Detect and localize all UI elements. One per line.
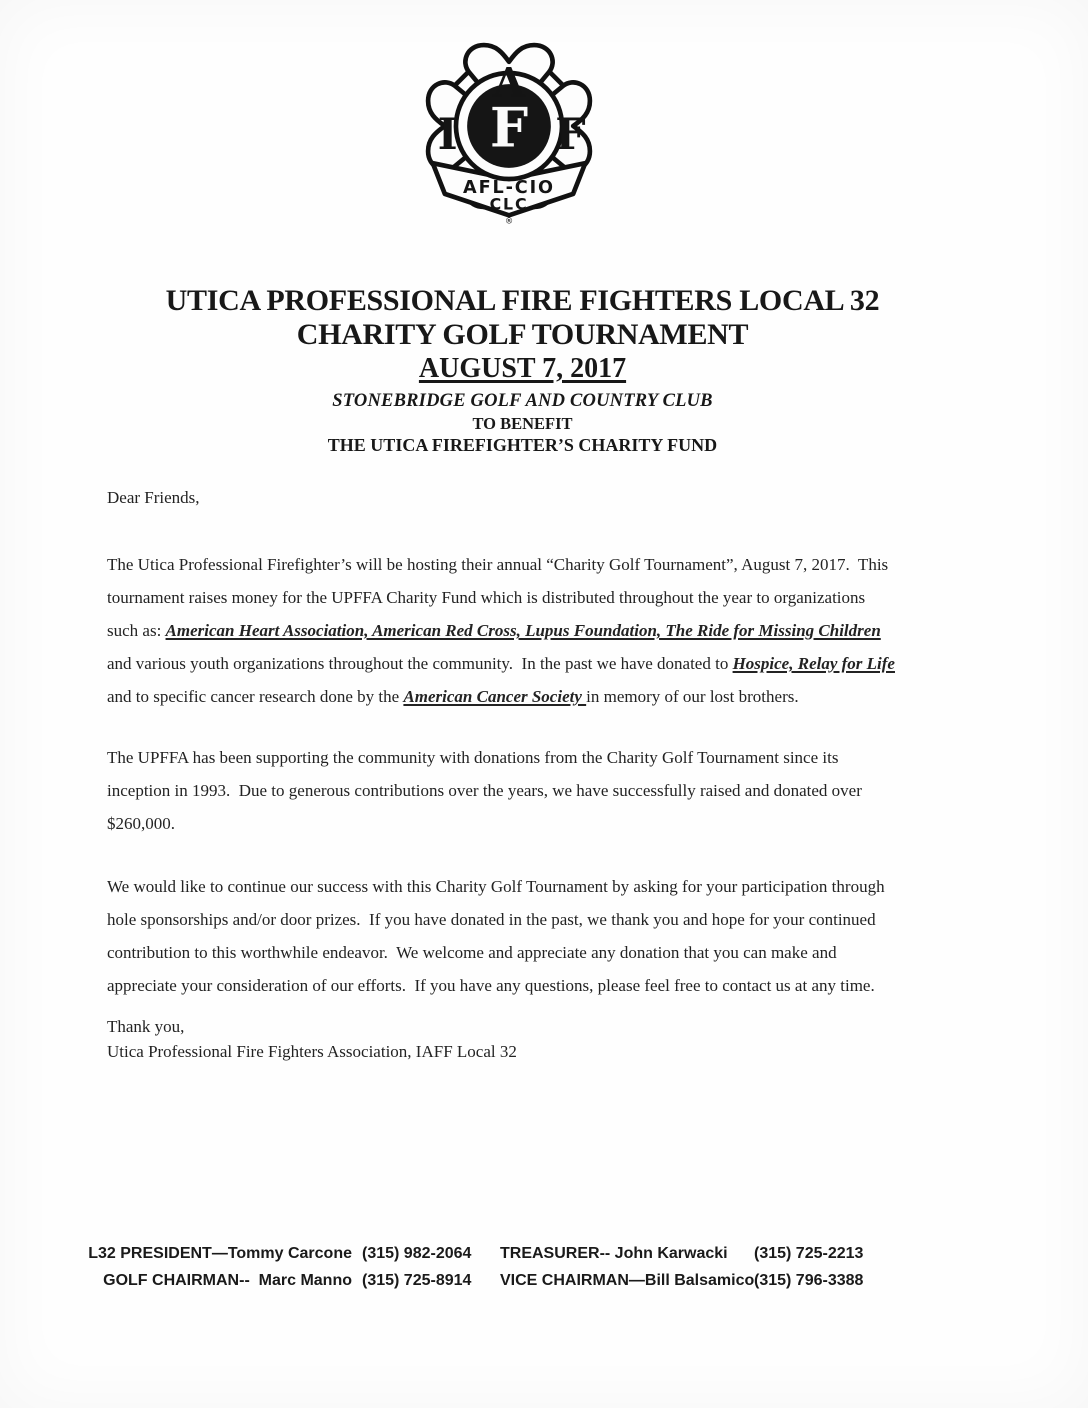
contact-phone: (315) 796-3388 xyxy=(754,1272,864,1289)
paragraph-line xyxy=(107,680,895,713)
body-text: tournament raises money for the UPFFA Charity Fund which is distributed throughout the year to organizations xyxy=(107,588,866,607)
footer-contacts xyxy=(80,1240,863,1294)
logo-letter-top: A xyxy=(493,59,525,108)
closing xyxy=(107,1014,895,1064)
body-text: inception in 1993. Due to generous contributions over the years, we have successfully raised and donated over xyxy=(107,781,862,800)
logo-letter-right: F xyxy=(555,110,586,161)
title-line-1: UTICA PROFESSIONAL FIRE FIGHTERS LOCAL 32 xyxy=(165,284,880,317)
paragraph-line xyxy=(107,774,895,807)
body-text: and various youth organizations throughout the community. In the past we have donated to xyxy=(107,654,733,673)
closing-thanks: Thank you, xyxy=(107,1017,185,1036)
contact-role-name: VICE CHAIRMAN—Bill Balsamico xyxy=(500,1272,755,1289)
paragraph-line xyxy=(107,870,895,903)
letter-paragraphs xyxy=(107,548,895,1002)
body-text: hole sponsorships and/or door prizes. If you have donated in the past, we thank you and hope for your continued xyxy=(107,910,876,929)
emphasized-charity-name: Hospice, Relay for Life xyxy=(732,654,895,673)
salutation: Dear Friends, xyxy=(107,488,200,507)
body-text: and to specific cancer research done by the xyxy=(107,687,404,706)
footer-row xyxy=(80,1267,863,1294)
body-text: $260,000. xyxy=(107,814,175,833)
event-venue: STONEBRIDGE GOLF AND COUNTRY CLUB xyxy=(332,391,713,411)
letter-body xyxy=(107,486,895,1064)
body-text: The UPFFA has been supporting the community with donations from the Charity Golf Tournament since its xyxy=(107,748,839,767)
logo-letter-center: F xyxy=(489,95,529,160)
contact-role-name: GOLF CHAIRMAN-- Marc Manno xyxy=(103,1272,352,1289)
paragraph-line xyxy=(107,614,895,647)
title-line-2: CHARITY GOLF TOURNAMENT xyxy=(296,318,749,351)
contact-phone: (315) 982-2064 xyxy=(362,1245,472,1262)
body-text: We would like to continue our success with this Charity Golf Tournament by asking for your participation through xyxy=(107,877,885,896)
logo-banner-text: AFL-CIO xyxy=(463,177,555,198)
benefit-label: TO BENEFIT xyxy=(472,414,573,433)
paragraph-line xyxy=(107,936,895,969)
body-text: appreciate your consideration of our efforts. If you have any questions, please feel free to contact us at any time. xyxy=(107,976,875,995)
paragraph xyxy=(107,548,895,713)
closing-signature: Utica Professional Fire Fighters Association, IAFF Local 32 xyxy=(107,1042,517,1061)
paragraph-line xyxy=(107,807,895,840)
logo-letter-left: I xyxy=(437,110,458,161)
paragraph-line xyxy=(107,581,895,614)
emphasized-charity-name: American Heart Association, American Red Cross, Lupus Foundation, The Ride for Missing Children xyxy=(165,621,881,640)
logo-banner-text2: CLC xyxy=(489,194,529,214)
footer-row xyxy=(80,1240,863,1267)
paragraph-line xyxy=(107,903,895,936)
registered-mark: ® xyxy=(504,215,514,226)
body-text: The Utica Professional Firefighter’s will be hosting their annual “Charity Golf Tournament”, August 7, 2017. This xyxy=(107,555,889,574)
paragraph-line xyxy=(107,548,895,581)
body-text: such as: xyxy=(107,621,166,640)
emphasized-charity-name: American Cancer Society xyxy=(403,687,587,706)
paragraph-line xyxy=(107,647,895,680)
body-text: contribution to this worthwhile endeavor. We welcome and appreciate any donation that you can make and xyxy=(107,943,837,962)
paragraph xyxy=(107,870,895,1002)
contact-phone: (315) 725-8914 xyxy=(362,1272,472,1289)
benefit-target: THE UTICA FIREFIGHTER’S CHARITY FUND xyxy=(327,435,718,455)
letterhead xyxy=(0,284,1045,456)
body-text: in memory of our lost brothers. xyxy=(586,687,799,706)
event-date: AUGUST 7, 2017 xyxy=(418,353,627,384)
contact-role-name: TREASURER-- John Karwacki xyxy=(500,1245,728,1262)
paragraph-line xyxy=(107,969,895,1002)
contact-phone: (315) 725-2213 xyxy=(754,1245,864,1262)
iaff-logo xyxy=(416,33,602,230)
paragraph xyxy=(107,741,895,840)
paragraph-line xyxy=(107,741,895,774)
contact-role-name: L32 PRESIDENT—Tommy Carcone xyxy=(88,1245,352,1262)
